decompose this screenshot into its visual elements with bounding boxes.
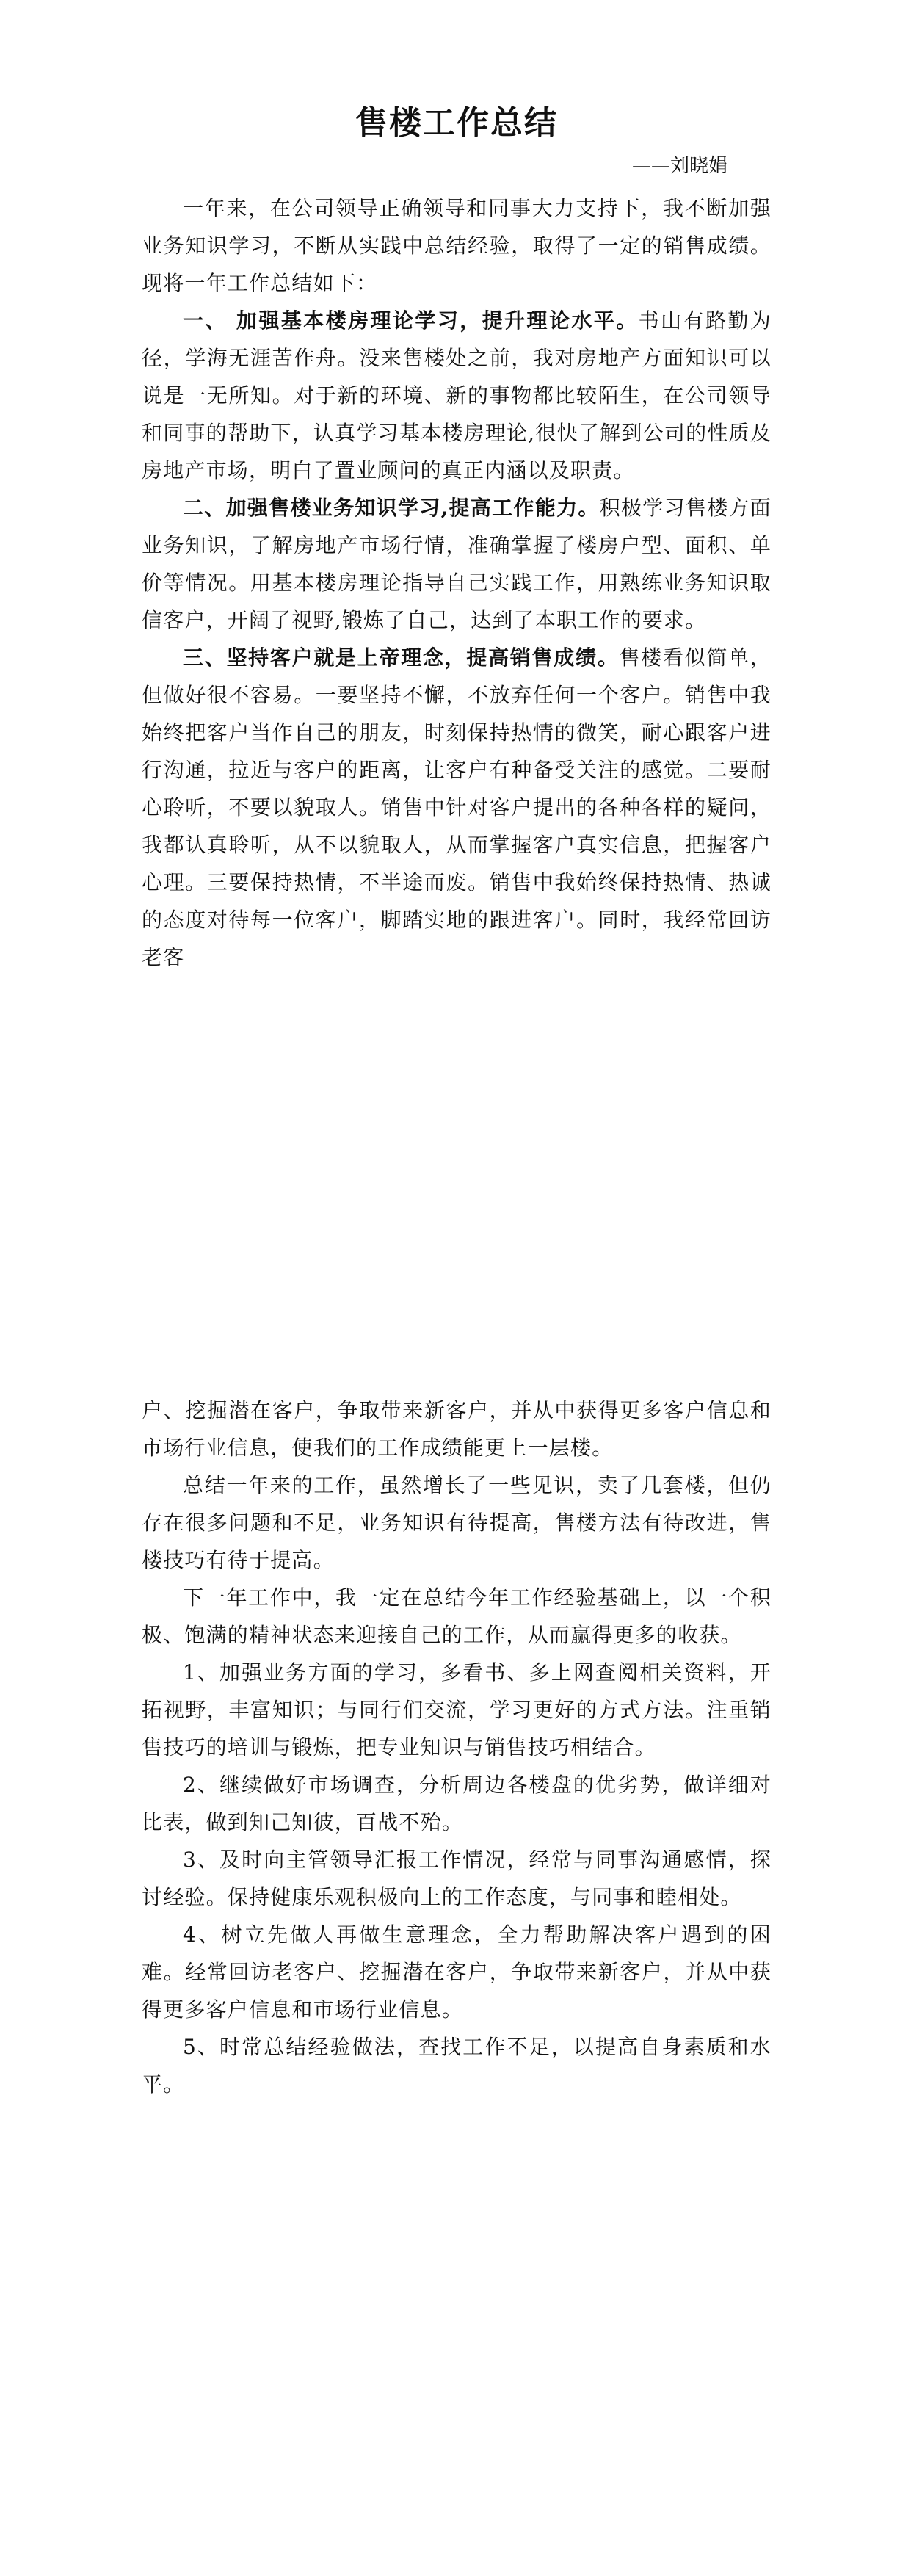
section-3-paragraph — [142, 639, 772, 976]
section-1-paragraph — [142, 302, 772, 489]
plan-item-4: 4、树立先做人再做生意理念，全力帮助解决客户遇到的困难。经常回访老客户、挖掘潜在客户，争取带来新客户，并从中获得更多客户信息和市场行业信息。 — [142, 1922, 772, 2022]
plan-item-5: 5、时常总结经验做法，查找工作不足，以提高自身素质和水平。 — [142, 2035, 772, 2096]
document-title: 售楼工作总结 — [355, 104, 558, 142]
intro-paragraph: 一年来，在公司领导正确领导和同事大力支持下，我不断加强业务知识学习，不断从实践中总结经验，取得了一定的销售成绩。现将一年工作总结如下： — [142, 196, 772, 295]
section-2-body: 积极学习售楼方面业务知识，了解房地产市场行情，准确掌握了楼房户型、面积、单价等情况。用基本楼房理论指导自己实践工作，用熟练业务知识取信客户，开阔了视野,锻炼了自己，达到了本职工作的要求。 — [142, 496, 772, 632]
section-2-heading: 二、加强售楼业务知识学习,提高工作能力。 — [183, 496, 600, 520]
plan-item-2: 2、继续做好市场调查，分析周边各楼盘的优劣势，做详细对比表，做到知己知彼，百战不殆。 — [142, 1773, 772, 1834]
section-1-body: 书山有路勤为径，学海无涯苦作舟。没来售楼处之前，我对房地产方面知识可以说是一无所知。对于新的环境、新的事物都比较陌生，在公司领导和同事的帮助下，认真学习基本楼房理论,很快了解到公司的性质及房地产市场，明白了置业顾问的真正内涵以及职责。 — [142, 308, 772, 482]
document-top-block — [142, 95, 772, 976]
plan-item-1: 1、加强业务方面的学习，多看书、多上网查阅相关资料，开拓视野，丰富知识；与同行们交流，学习更好的方式方法。注重销售技巧的培训与锻炼，把专业知识与销售技巧相结合。 — [142, 1660, 772, 1759]
section-2-paragraph — [142, 489, 772, 639]
plan-item-3: 3、及时向主管领导汇报工作情况，经常与同事沟通感情，探讨经验。保持健康乐观积极向上的工作态度，与同事和睦相处。 — [142, 1848, 772, 1909]
document-bottom-block — [142, 1392, 772, 2103]
section-3-body: 售楼看似简单，但做好很不容易。一要坚持不懈，不放弃任何一个客户。销售中我始终把客户当作自己的朋友，时刻保持热情的微笑，耐心跟客户进行沟通，拉近与客户的距离，让客户有种备受关注的感觉。二要耐心聆听，不要以貌取人。销售中针对客户提出的各种各样的疑问，我都认真聆听，从不以貌取人，从而掌握客户真实信息，把握客户心理。三要保持热情，不半途而废。销售中我始终保持热情、热诚的态度对待每一位客户，脚踏实地的跟进客户。同时，我经常回访老客 — [142, 645, 772, 969]
continuation-paragraph: 户、挖掘潜在客户，争取带来新客户，并从中获得更多客户信息和市场行业信息，使我们的工作成绩能更上一层楼。 — [142, 1398, 772, 1460]
section-1-heading: 一、 加强基本楼房理论学习，提升理论水平。 — [183, 308, 639, 333]
summary-paragraph: 总结一年来的工作，虽然增长了一些见识，卖了几套楼，但仍存在很多问题和不足，业务知识有待提高，售楼方法有待改进，售楼技巧有待于提高。 — [142, 1473, 772, 1572]
plan-intro-paragraph: 下一年工作中，我一定在总结今年工作经验基础上，以一个积极、饱满的精神状态来迎接自己的工作，从而赢得更多的收获。 — [142, 1585, 772, 1647]
section-3-heading: 三、坚持客户就是上帝理念，提高销售成绩。 — [183, 645, 620, 670]
document-author: ——刘晓娟 — [631, 155, 727, 177]
